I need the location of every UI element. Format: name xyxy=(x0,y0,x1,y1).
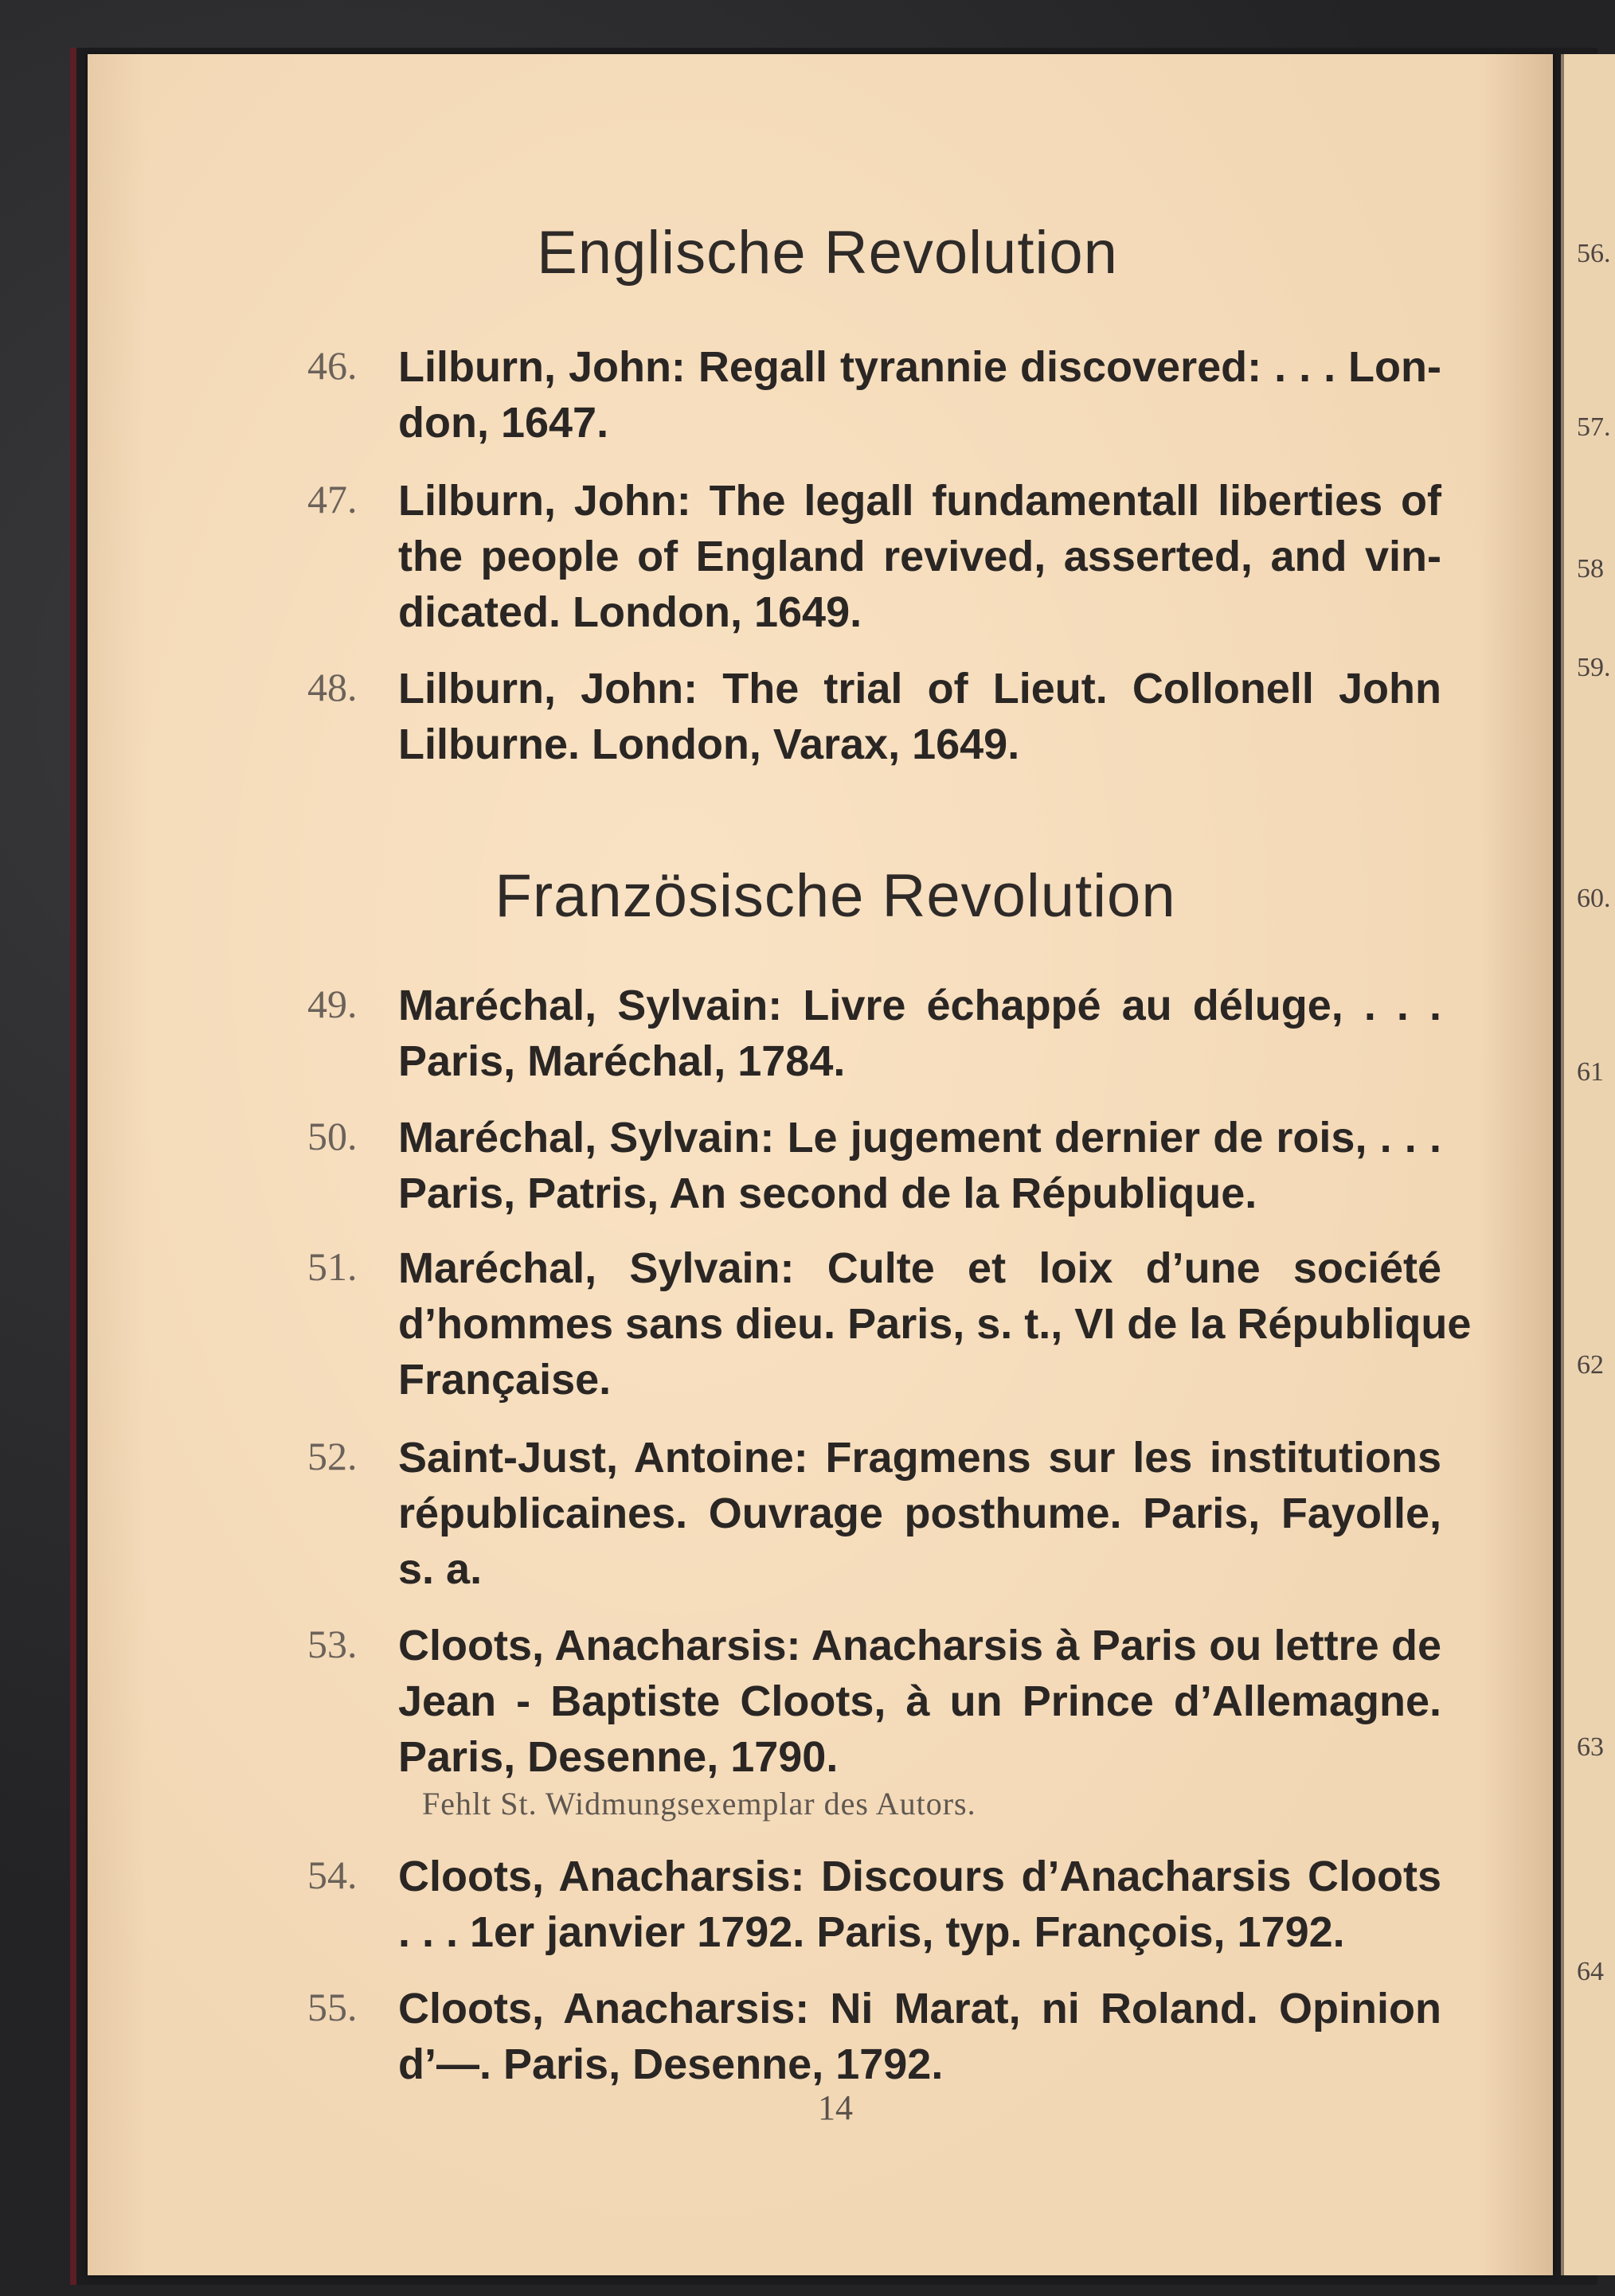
entry-line: Française. xyxy=(398,1356,612,1404)
facing-page-number: 59. xyxy=(1577,653,1611,682)
entry-line: don, 1647. xyxy=(398,399,609,447)
facing-page-number: 60. xyxy=(1577,884,1611,913)
entry-number: 50. xyxy=(307,1114,358,1158)
entry-line: the people of England revived, asserted, and vin- xyxy=(398,533,1441,580)
entry-line: dicated. London, 1649. xyxy=(398,588,862,636)
entry-number: 55. xyxy=(307,1985,358,2029)
entry-number: 51. xyxy=(307,1244,358,1289)
entry-line: Lilburn, John: Regall tyrannie discovered: . . . Lon- xyxy=(398,343,1441,391)
entry-line: d’—. Paris, Desenne, 1792. xyxy=(398,2040,944,2088)
entry-number: 46. xyxy=(307,343,358,388)
facing-page-number: 61 xyxy=(1577,1057,1604,1087)
entry-line: Saint-Just, Antoine: Fragmens sur les institutions xyxy=(398,1434,1441,1482)
entry-line: Cloots, Anacharsis: Discours d’Anacharsis Cloots xyxy=(398,1853,1441,1900)
entry-line: Lilburn, John: The trial of Lieut. Collonell John xyxy=(398,665,1441,713)
facing-page-number: 62 xyxy=(1577,1350,1604,1380)
entry-number: 47. xyxy=(307,477,358,521)
entry-line: Paris, Desenne, 1790. xyxy=(398,1733,839,1781)
entry-line: d’hommes sans dieu. Paris, s. t., VI de la République xyxy=(398,1300,1472,1348)
facing-page-number: 57. xyxy=(1577,412,1611,442)
entry-number: 48. xyxy=(307,665,358,709)
section-heading: Englische Revolution xyxy=(537,219,1118,287)
section-heading: Französische Revolution xyxy=(495,862,1176,930)
entry-line: Maréchal, Sylvain: Livre échappé au déluge, . . . xyxy=(398,982,1441,1029)
facing-page-number: 56. xyxy=(1577,239,1611,268)
facing-page-number: 63 xyxy=(1577,1732,1604,1762)
page-number: 14 xyxy=(818,2088,853,2127)
entry-note: Fehlt St. Widmungsexemplar des Autors. xyxy=(422,1786,976,1822)
entry-number: 52. xyxy=(307,1434,358,1478)
facing-page-edge xyxy=(1561,54,1615,2275)
entry-number: 49. xyxy=(307,982,358,1026)
facing-page-number: 58 xyxy=(1577,554,1604,584)
entry-line: Maréchal, Sylvain: Culte et loix d’une société xyxy=(398,1244,1441,1292)
entry-line: Maréchal, Sylvain: Le jugement dernier de rois, . . . xyxy=(398,1114,1441,1162)
entry-number: 53. xyxy=(307,1622,358,1666)
entry-line: Cloots, Anacharsis: Ni Marat, ni Roland. Opinion xyxy=(398,1985,1441,2032)
entry-line: Paris, Maréchal, 1784. xyxy=(398,1037,846,1085)
entry-line: . . . 1er janvier 1792. Paris, typ. François, 1792. xyxy=(398,1908,1345,1956)
entry-line: Lilburn, John: The legall fundamentall liberties of xyxy=(398,477,1441,525)
entry-line: s. a. xyxy=(398,1545,483,1593)
facing-page-number: 64 xyxy=(1577,1957,1604,1986)
entry-line: Lilburne. London, Varax, 1649. xyxy=(398,720,1020,768)
entry-number: 54. xyxy=(307,1853,358,1897)
entry-line: Paris, Patris, An second de la République. xyxy=(398,1169,1257,1217)
entry-line: républicaines. Ouvrage posthume. Paris, Fayolle, xyxy=(398,1490,1441,1537)
entry-line: Jean - Baptiste Cloots, à un Prince d’Allemagne. xyxy=(398,1677,1441,1725)
entry-line: Cloots, Anacharsis: Anacharsis à Paris ou lettre de xyxy=(398,1622,1441,1669)
